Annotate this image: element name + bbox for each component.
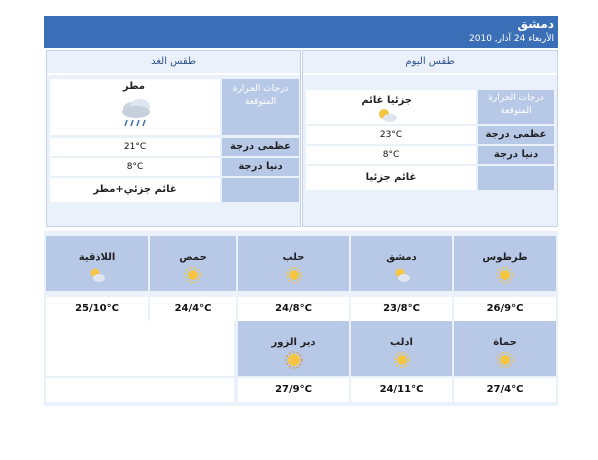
header-city: دمشق [517, 17, 554, 31]
city-name: حماة [493, 337, 517, 348]
empty-temp-cell [46, 378, 234, 402]
city-card-aleppo[interactable] [238, 236, 349, 291]
tomorrow-expected-label: درجات الحرارة المتوقعة [222, 79, 299, 135]
tomorrow-min-value: 8°C [50, 158, 220, 176]
city-card-tartus[interactable] [454, 236, 556, 291]
city-name: اللاذقية [78, 252, 116, 263]
city-card-idlib[interactable] [351, 321, 452, 376]
today-title: طقس اليوم [303, 51, 557, 75]
city-temp-idlib: 24/11°C [351, 378, 452, 402]
tomorrow-title: طقس الغد [47, 51, 300, 75]
sun-icon [184, 266, 202, 284]
city-temp-latakia: 25/10°C [46, 297, 148, 321]
today-max-label: عظمى درجة [478, 126, 554, 144]
partly-cloudy-icon [393, 266, 411, 284]
city-name: حلب [282, 252, 305, 263]
city-card-hama[interactable] [454, 321, 556, 376]
city-temp-homs: 24/4°C [150, 297, 236, 321]
city-temp-hama: 27/4°C [454, 378, 556, 402]
tomorrow-description: غائم جزئي+مطر [50, 178, 220, 202]
today-max-value: 23°C [306, 126, 476, 144]
tomorrow-description-spacer [222, 178, 299, 202]
sun-icon [285, 266, 303, 284]
city-name: دمشق [386, 252, 417, 263]
city-name: طرطوس [482, 252, 528, 263]
partly-cloudy-icon [376, 108, 398, 122]
sun-icon [496, 351, 514, 369]
city-card-deir-ezzor[interactable] [238, 321, 349, 376]
city-name: ادلب [390, 337, 413, 348]
tomorrow-condition-cell [50, 79, 220, 135]
rain-icon [118, 95, 154, 129]
tomorrow-condition: مطر [122, 81, 145, 92]
today-min-label: دنيا درجة [478, 146, 554, 164]
hot-sun-icon [285, 351, 303, 369]
sun-icon [393, 351, 411, 369]
tomorrow-min-label: دنيا درجة [222, 158, 299, 176]
city-card-homs[interactable] [150, 236, 236, 291]
city-name: دير الزور [271, 337, 316, 348]
city-temp-aleppo: 24/8°C [238, 297, 349, 321]
header-date: الأربعاء 24 آذار, 2010 [469, 34, 554, 44]
today-expected-label: درجات الحرارة المتوقعة [478, 90, 554, 124]
sun-icon [496, 266, 514, 284]
today-description: غائم جزئيا [306, 166, 476, 190]
empty-cell [46, 321, 234, 376]
city-temp-damascus: 23/8°C [351, 297, 452, 321]
city-card-damascus[interactable] [351, 236, 452, 291]
widget-header [44, 16, 558, 48]
partly-cloudy-icon [88, 266, 106, 284]
tomorrow-max-label: عظمى درجة [222, 138, 299, 156]
tomorrow-max-value: 21°C [50, 138, 220, 156]
city-name: حمص [179, 252, 207, 263]
today-min-value: 8°C [306, 146, 476, 164]
today-condition-cell [306, 90, 476, 124]
city-card-latakia[interactable] [46, 236, 148, 291]
city-temp-tartus: 26/9°C [454, 297, 556, 321]
today-description-spacer [478, 166, 554, 190]
today-condition: جزئيا غائم [361, 95, 412, 106]
city-temp-deir-ezzor: 27/9°C [238, 378, 349, 402]
